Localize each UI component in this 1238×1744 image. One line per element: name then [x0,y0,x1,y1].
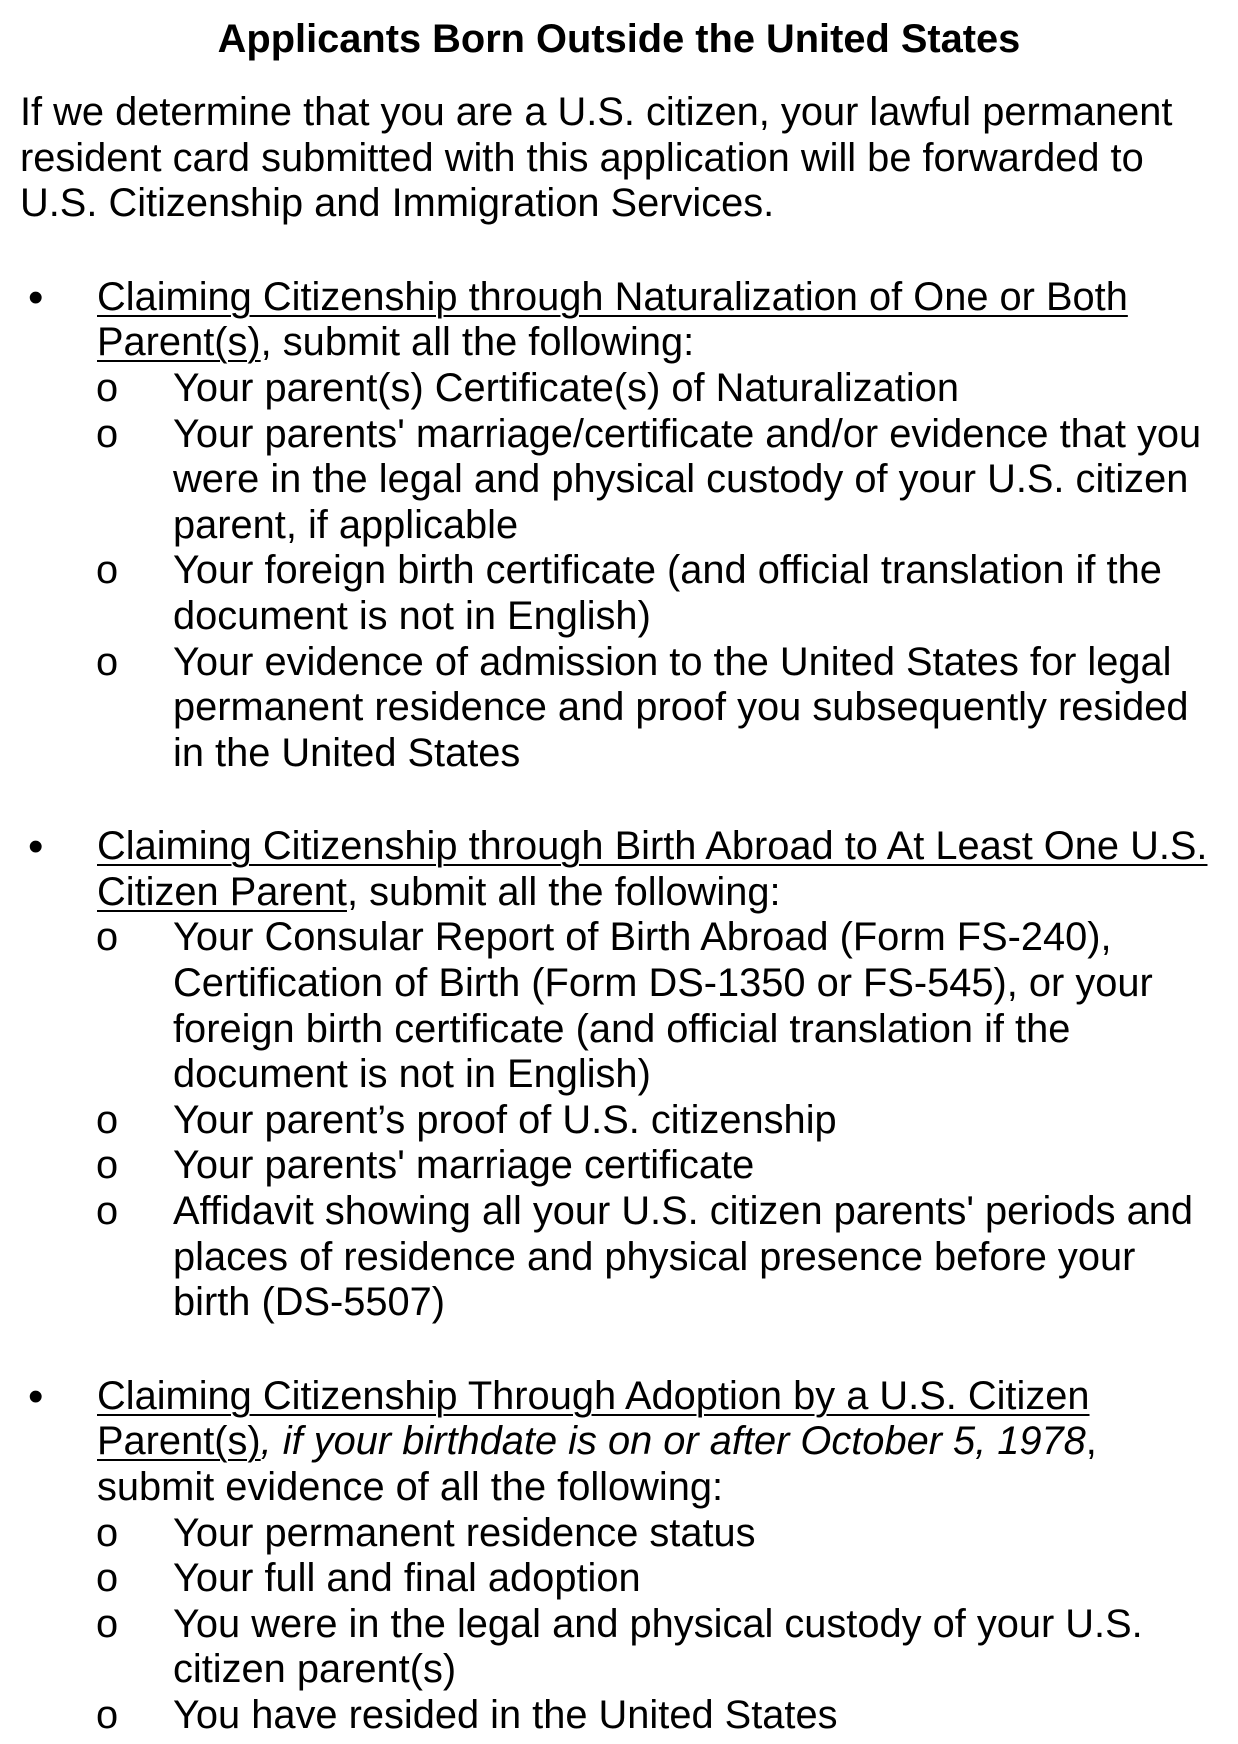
requirement-text: You have resided in the United States [173,1692,838,1737]
requirement-item [0,1098,1238,1144]
sub-bullet-marker: o [96,1510,119,1555]
section-title: Applicants Born Outside the United States [217,17,1021,61]
sub-bullet-marker: o [96,1189,119,1234]
requirement-text: Your foreign birth certificate (and official translation if the document is not in English) [173,548,1162,638]
requirement-text: Your parent(s) Certificate(s) of Naturalization [173,365,959,410]
group-heading [0,1371,1238,1511]
bullet-marker: • [28,1371,44,1421]
group-heading-condition: , if your birthdate is on or after October 5, 1978 [260,1419,1086,1464]
sub-bullet-marker: o [96,1556,119,1601]
claim-group-adoption [0,1371,1238,1739]
bullet-marker: • [28,272,44,322]
group-heading-title: Claiming Citizenship through Naturalization of One or Both Parent(s) [97,274,1128,365]
requirement-item [0,366,1238,412]
requirement-item [0,412,1238,549]
claim-group-naturalization [0,272,1238,777]
group-heading-instruction: , submit evidence of all the following: [97,1419,1097,1510]
sub-bullet-marker: o [96,1692,119,1737]
sub-bullet-marker: o [96,915,119,960]
requirement-item [0,1602,1238,1693]
requirement-text: Affidavit showing all your U.S. citizen parents' periods and places of residence and physical presence before your birth (DS-5507) [173,1189,1194,1325]
requirement-item [0,640,1238,777]
requirement-text: Your parents' marriage/certificate and/or evidence that you were in the legal and physical custody of your U.S. citizen parent, if applicable [173,411,1202,547]
claim-group-birth-abroad [0,824,1238,1326]
group-heading [0,824,1238,915]
requirement-item [0,1556,1238,1602]
sub-bullet-marker: o [96,365,119,410]
sub-bullet-marker: o [96,548,119,593]
requirement-text: Your parent’s proof of U.S. citizenship [173,1097,837,1142]
sub-bullet-marker: o [96,1601,119,1646]
sub-bullet-marker: o [96,1143,119,1188]
sub-bullet-marker: o [96,411,119,456]
requirement-text: Your parents' marriage certificate [173,1143,755,1188]
requirement-item [0,548,1238,639]
requirement-text: Your permanent residence status [173,1510,756,1555]
requirement-text: You were in the legal and physical custody of your U.S. citizen parent(s) [173,1601,1143,1692]
requirement-item [0,1693,1238,1739]
requirement-item [0,1189,1238,1326]
group-heading-title: Claiming Citizenship through Birth Abroad to At Least One U.S. Citizen Parent [97,824,1208,914]
group-heading-instruction: , submit all the following: [260,320,695,365]
sub-bullet-marker: o [96,639,119,684]
sub-bullet-marker: o [96,1097,119,1142]
requirement-text: Your full and final adoption [173,1556,641,1601]
requirement-item [0,915,1238,1097]
requirement-item [0,1143,1238,1189]
group-heading [0,272,1238,366]
group-heading-instruction: , submit all the following: [346,869,781,914]
requirement-text: Your Consular Report of Birth Abroad (Form FS-240), Certification of Birth (Form DS-1350 or FS-545), or your foreign birth certificate (and official translation if the document is not in English) [173,915,1153,1097]
bullet-marker: • [28,822,44,872]
requirement-item [0,1511,1238,1557]
intro-paragraph: If we determine that you are a U.S. citizen, your lawful permanent resident card submitted with this application will be forwarded to U.S. Citizenship and Immigration Services. [20,89,1173,226]
group-heading-title: Claiming Citizenship Through Adoption by a U.S. Citizen Parent(s) [97,1373,1090,1464]
requirement-text: Your evidence of admission to the United States for legal permanent residence and proof you subsequently resided in the United States [173,639,1189,775]
